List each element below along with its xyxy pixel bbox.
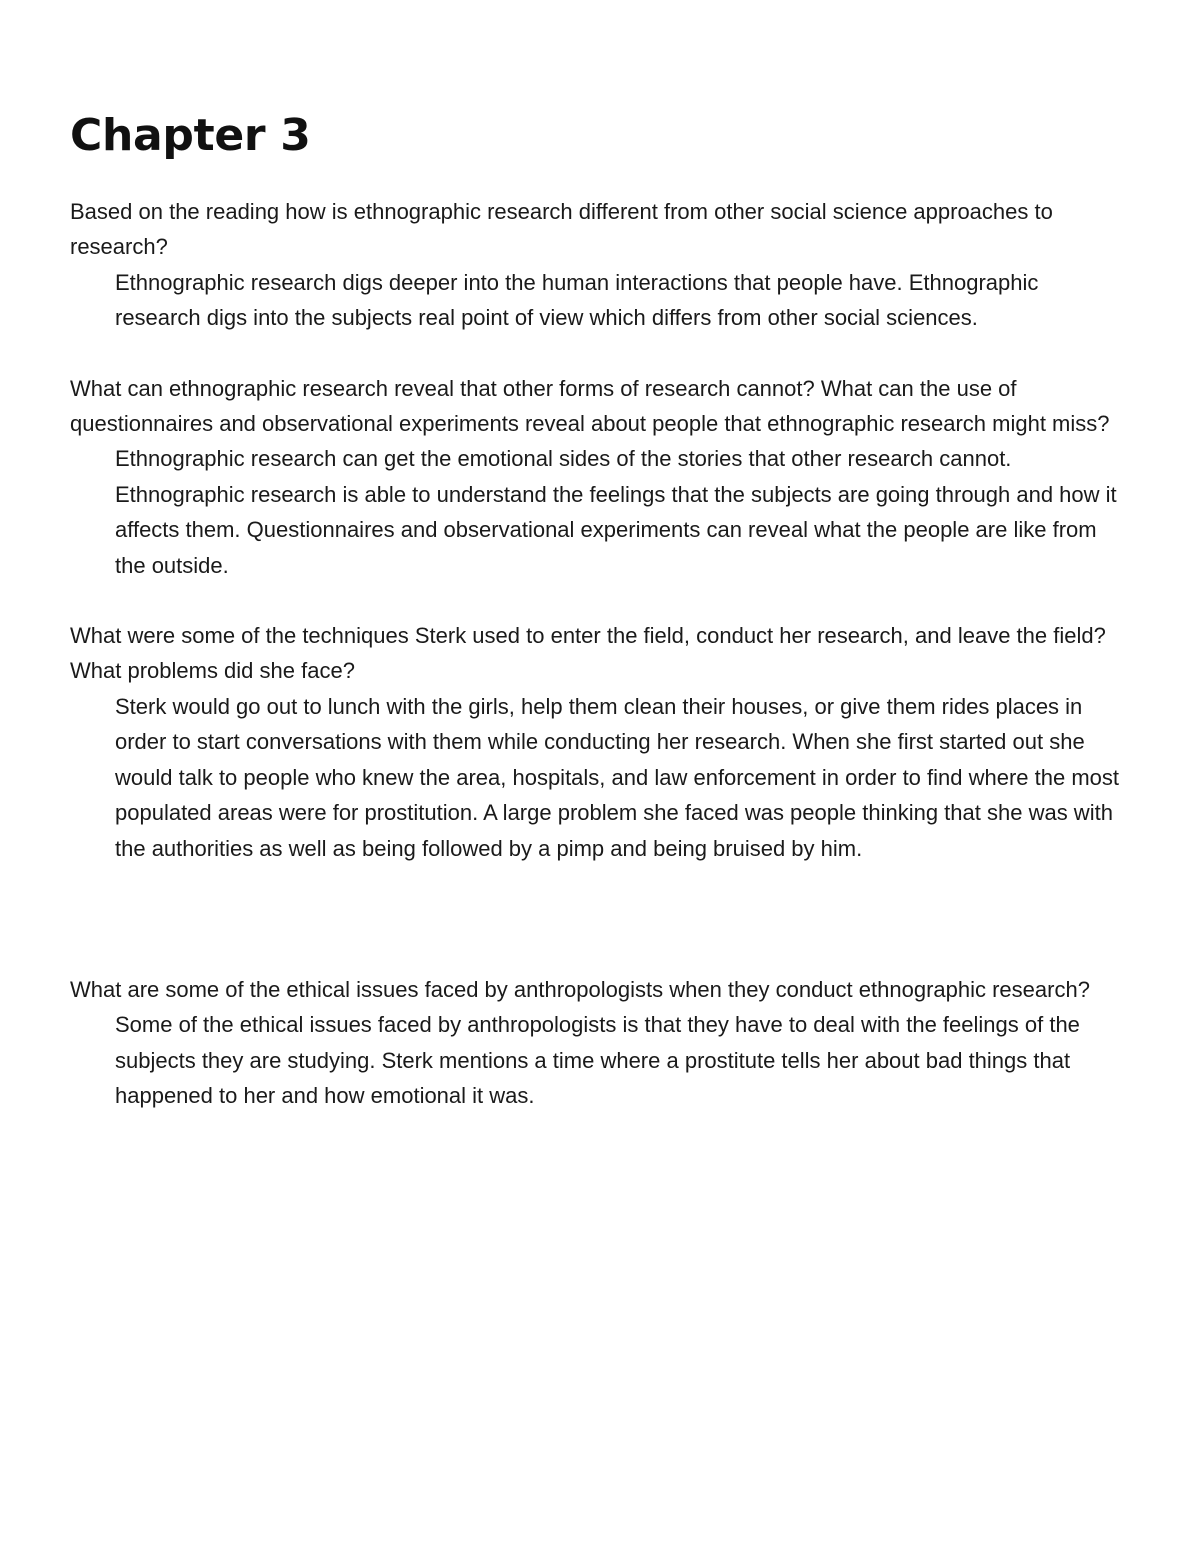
paragraph-spacer	[70, 866, 1130, 972]
qa-section-3	[70, 618, 1130, 866]
question-text: What can ethnographic research reveal that other forms of research cannot? What can the use of questionnaires and observational experiments reveal about people that ethnographic research might miss?	[70, 375, 1110, 437]
answer-text: Some of the ethical issues faced by anthropologists is that they have to deal with the feelings of the subjects they are studying. Sterk mentions a time where a prostitute tells her about bad things that happened to her and how emotional it was.	[115, 1012, 1080, 1109]
question-text: What are some of the ethical issues faced by anthropologists when they conduct ethnographic research?	[70, 976, 1090, 1002]
qa-section-4	[70, 972, 1130, 1114]
qa-section-2	[70, 371, 1130, 583]
qa-section-1	[70, 194, 1130, 336]
document-body	[70, 108, 1130, 1114]
answer-text: Ethnographic research digs deeper into the human interactions that people have. Ethnographic research digs into the subjects real point of view which differs from other social sciences.	[115, 269, 1039, 331]
paragraph-spacer	[70, 336, 1130, 371]
page-title: Chapter 3	[70, 110, 311, 161]
question-text: What were some of the techniques Sterk used to enter the field, conduct her research, and leave the field? What problems did she face?	[70, 623, 1106, 684]
question-text: Based on the reading how is ethnographic research different from other social science approaches to research?	[70, 199, 1053, 260]
answer-text: Sterk would go out to lunch with the girls, help them clean their houses, or give them rides places in order to start conversations with them while conducting her research. When she first started out she would talk to people who knew the area, hospitals, and law enforcement in order to find where the most populated areas were for prostitution. A large problem she faced was people thinking that she was with the authorities as well as being followed by a pimp and being bruised by him.	[115, 693, 1120, 861]
answer-text: Ethnographic research can get the emotional sides of the stories that other research cannot. Ethnographic research is able to understand the feelings that the subjects are going through and how it affects them. Questionnaires and observational experiments can reveal what the people are like from the outside.	[115, 446, 1117, 578]
paragraph-spacer	[70, 583, 1130, 618]
